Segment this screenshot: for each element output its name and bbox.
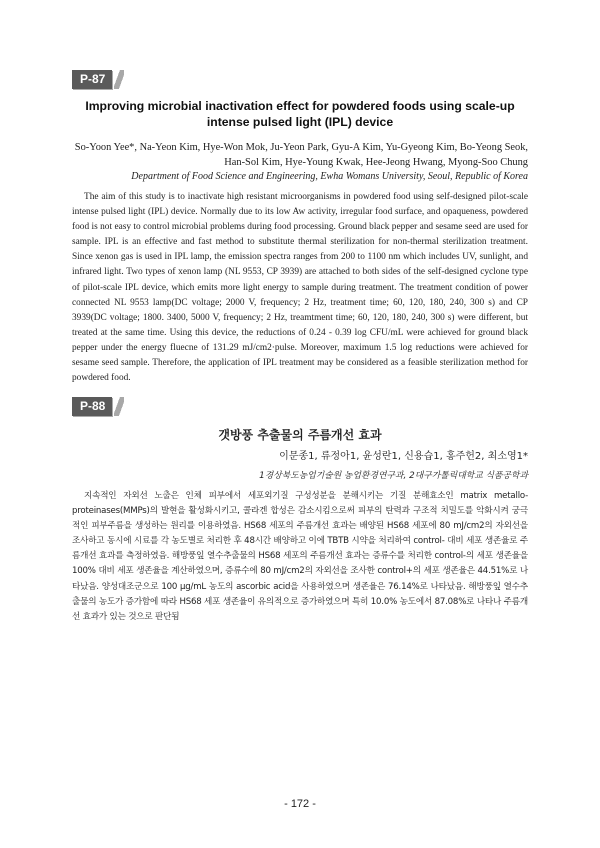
affiliation: 1경상북도농업기술원 농업환경연구과, 2대구가톨릭대학교 식품공학과 <box>259 471 528 481</box>
abstract-body: 지속적인 자외선 노출은 인체 피부에서 세포외기질 구성성분을 분해시키는 기질 분해효소인 matrix metallo-proteinases(MMPs)의 발현을 활성화시키고, 콜라겐 합성은 감소시킴으로써 피부의 탄력과 구조적 치밀도를 악화시켜 궁극적인 피부주름을 생성하는 원리를 이용하였음. HS68 세포의 주름개선 효과는 배양된 HS68 세포에 80 mJ/cm2의 자외선을 조사하고 동시에 시료를 각 농도별로 처리한 후 48시간 배양하고 이에 TBTB 시약을 처리하여 control- 대비 세포 생존율로 주름개선 효과를 측정하였음. 해방풍잎 열수추출물의 HS68 세포의 주름개선 효과는 증류수를 처리한 control-의 세포 생존율을 100% 대비 세포 생존율을 계산하였으며, 증류수에 80 mJ/cm2의 자외선을 조사한 control+의 세포 생존율은 44.51%로 나타났음. 양성대조군으로 100 μg/mL 농도의 ascorbic acid을 사용하였으며 생존율은 76.14%로 나타났음. 해방풍잎 열수추출물의 농도가 증가함에 따라 HS68 세포 생존율이 유의적으로 증가하였으며 특히 10.0% 농도에서 87.08%로 나타나 주름개선 효과가 있는 것으로 판단됨 <box>72 491 528 622</box>
page-number: - 172 - <box>284 798 316 810</box>
poster-badge <box>72 70 124 89</box>
paper-title: 갯방풍 추출물의 주름개선 효과 <box>218 428 382 442</box>
author-list: So-Yoon Yee*, Na-Yeon Kim, Hye-Won Mok, Ju-Yeon Park, Gyu-A Kim, Yu-Gyeong Kim, Bo-Yeong Seok, Han-Sol Kim, Hye-Young Kwak, Hee-Jeong Hwang, Myong-Soo Chung <box>74 142 528 168</box>
badge-slash-decoration <box>114 70 124 89</box>
author-list: 이문종1, 류정아1, 윤성란1, 신용습1, 홍주헌2, 최소영1* <box>279 451 528 462</box>
badge-slash-decoration <box>114 397 124 416</box>
poster-badge <box>72 397 124 416</box>
poster-id: P-87 <box>72 70 112 89</box>
abstract-body: The aim of this study is to inactivate high resistant microorganisms in powdered food using self-designed pilot-scale intense pulsed light (IPL) device. Normally due to its low Aw activity, irregular food surface, and opaqueness, powdered food is not easy to control microbial problems during food processing. Ground black pepper and sesame seed are used for sample. IPL is an effective and fast method to substitute thermal sterilization for non-thermal sterilization treatment. Since xenon gas is used in IPL lamp, the emission spectra ranges from 200 to 1100 nm which includes UV, sunlight, and infrared light. Two types of xenon lamp (NL 9553, CP 3939) are attached to both sides of the self-designed cyclone type of pilot-scale IPL device, which emits more light energy to sample during treatment. The treatment condition of power connected NL 9553 lamp(DC voltage; 2000 V, frequency; 2 Hz, treatment time; 60, 120, 180, 240, 300 s) and CP 3939(DC voltage; 1800. 3400, 5000 V, frequency; 2 Hz, treamtment time; 60, 120, 180, 240, 300 s) were different, but treated at the same time. Using this device, the reductions of 0.24 - 0.39 log CFU/mL were achieved for ground black pepper under the energy fluecne of 131.29 mJ/cm2·pulse. Moreover, maximum 1.5 log reductions were achieved for sesame seed sample. Therefore, the application of IPL treatment may be considered as a feasible sterilization method for powdered food. <box>72 192 528 384</box>
paper-title: Improving microbial inactivation effect for powdered foods using scale-up intense pulsed light (IPL) device <box>85 99 515 129</box>
poster-id: P-88 <box>72 397 112 416</box>
affiliation: Department of Food Science and Engineering, Ewha Womans University, Seoul, Republic of Korea <box>131 171 528 182</box>
